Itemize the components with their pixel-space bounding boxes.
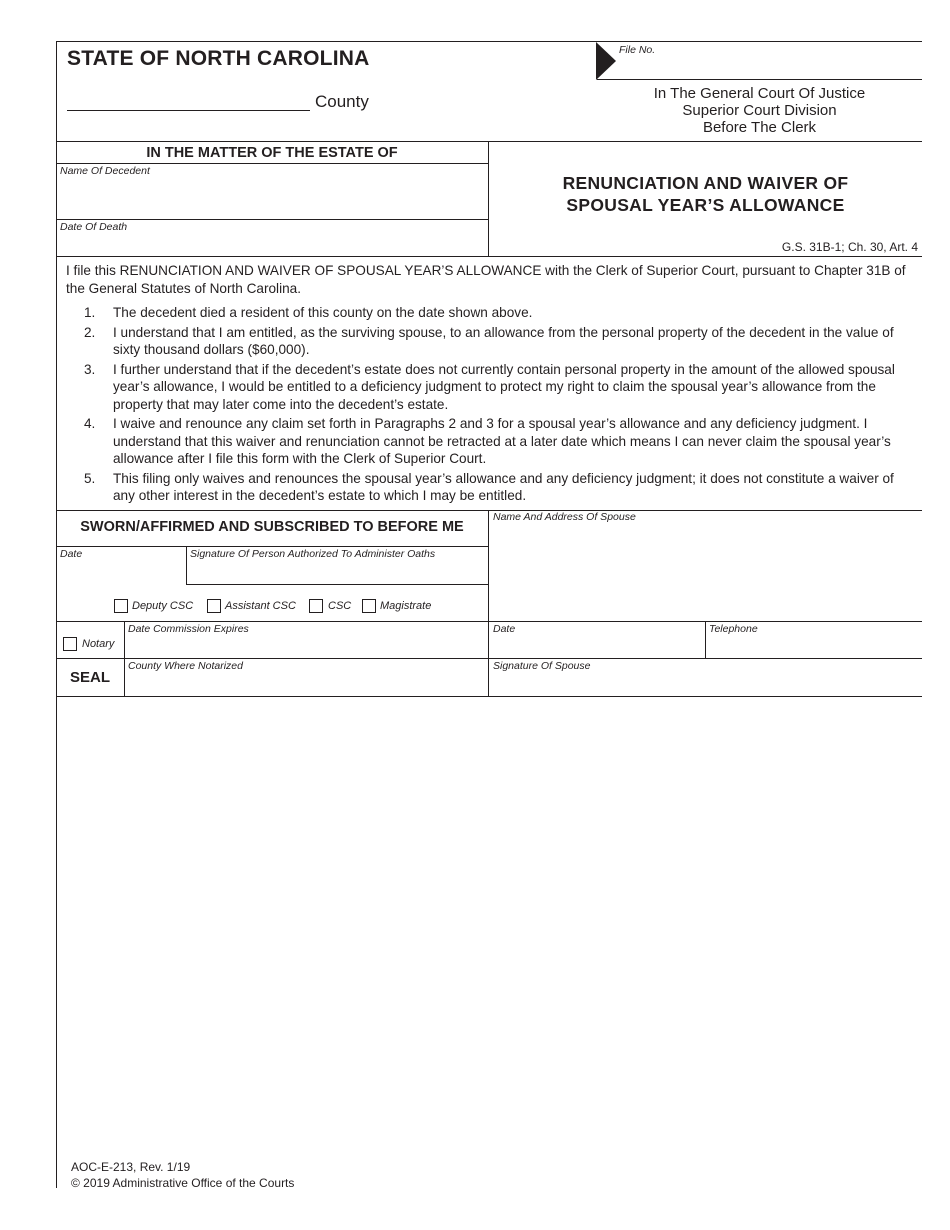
header-bottom-line <box>56 141 922 142</box>
notary-checkbox[interactable] <box>63 637 77 651</box>
list-item-number: 4. <box>84 416 96 431</box>
oath-signature-line <box>186 584 488 585</box>
spouse-date-label: Date <box>493 623 516 635</box>
list-item <box>84 415 916 468</box>
form-title <box>489 172 922 216</box>
spouse-telephone-field[interactable] <box>706 637 921 658</box>
signature-section-divider <box>488 510 489 696</box>
spouse-signature-field[interactable] <box>490 674 920 695</box>
state-title: STATE OF NORTH CAROLINA <box>67 47 370 70</box>
county-notarized-label: County Where Notarized <box>128 660 243 672</box>
magistrate-checkbox[interactable] <box>362 599 376 613</box>
seal-label: SEAL <box>69 669 110 686</box>
oath-signature-field[interactable] <box>187 562 487 584</box>
oath-signature-label: Signature Of Person Authorized To Administer Oaths <box>190 548 436 560</box>
list-item-text: I waive and renounce any claim set forth in Paragraphs 2 and 3 for a spousal year’s allowance and any deficiency judgment. I understand that this waiver and renunciation cannot be retracted at a later date which means I can never claim the spousal year’s allowance after I file this form with the Clerk of Superior Court. <box>113 416 891 466</box>
csc-label: CSC <box>328 600 352 612</box>
signature-section-top-line <box>56 510 922 511</box>
list-item-number: 1. <box>84 305 96 320</box>
intro-paragraph: I file this RENUNCIATION AND WAIVER OF SPOUSAL YEAR’S ALLOWANCE with the Clerk of Superior Court, pursuant to Chapter 31B of the General Statutes of North Carolina. <box>66 263 906 296</box>
date-of-death-label: Date Of Death <box>60 221 128 233</box>
list-item-number: 2. <box>84 324 96 340</box>
deputy-csc-checkbox[interactable] <box>114 599 128 613</box>
magistrate-label: Magistrate <box>380 600 432 612</box>
spouse-name-address-label: Name And Address Of Spouse <box>493 511 636 523</box>
list-item <box>84 470 916 505</box>
spouse-date-field[interactable] <box>490 637 704 658</box>
assistant-csc-label: Assistant CSC <box>225 600 296 612</box>
statement-list <box>84 304 916 507</box>
notary-label: Notary <box>82 638 115 650</box>
copyright: © 2019 Administrative Office of the Courts <box>71 1176 295 1190</box>
decedent-line <box>56 219 488 220</box>
court-line-1: In The General Court Of Justice <box>653 85 866 102</box>
date-of-death-field[interactable] <box>57 236 487 254</box>
estate-bottom-line <box>56 256 922 257</box>
commission-expires-label: Date Commission Expires <box>128 623 249 635</box>
form-title-line-1: RENUNCIATION AND WAIVER OF <box>562 173 849 193</box>
statute-reference: G.S. 31B-1; Ch. 30, Art. 4 <box>781 240 918 254</box>
checkbox-row-line <box>56 621 922 622</box>
list-item-text: The decedent died a resident of this county on the date shown above. <box>113 305 533 320</box>
file-no-label: File No. <box>619 44 656 56</box>
court-line-3: Before The Clerk <box>702 119 817 136</box>
list-item-text: I further understand that if the decedent’s estate does not currently contain personal property in the amount of the allowed spousal year’s allowance, I would be entitled to a deficiency judgment to protect my right to claim the spousal year’s allowance from the property that may later come into the decedent’s estate. <box>113 361 895 412</box>
frame-top-right-line <box>597 41 922 42</box>
frame-top-left-line <box>56 41 597 42</box>
sworn-date-label: Date <box>60 548 83 560</box>
list-item <box>84 304 916 322</box>
deputy-csc-label: Deputy CSC <box>132 600 194 612</box>
county-label: County <box>315 92 369 111</box>
list-item-number: 5. <box>84 470 96 486</box>
estate-heading: IN THE MATTER OF THE ESTATE OF <box>146 145 398 161</box>
spouse-telephone-label: Telephone <box>709 623 758 635</box>
sworn-date-field[interactable] <box>57 562 185 584</box>
name-of-decedent-field[interactable] <box>57 180 487 218</box>
assistant-csc-checkbox[interactable] <box>207 599 221 613</box>
list-item-text: This filing only waives and renounces the spousal year’s allowance and any deficiency judgment; it does not constitute a waiver of any other interest in the decedent’s estate to which I may be entitled. <box>113 470 894 503</box>
spouse-name-address-field[interactable] <box>490 526 920 620</box>
list-item-text: I understand that I am entitled, as the surviving spouse, to an allowance from the personal property of the decedent in the value of sixty thousand dollars ($60,000). <box>113 324 894 357</box>
file-no-arrow-icon <box>596 42 616 80</box>
court-line-2: Superior Court Division <box>682 102 837 119</box>
csc-checkbox[interactable] <box>309 599 323 613</box>
estate-heading-line <box>56 163 488 164</box>
list-item-number: 3. <box>84 361 96 377</box>
commission-expires-field[interactable] <box>125 637 487 658</box>
list-item <box>84 324 916 359</box>
form-title-line-2: SPOUSAL YEAR’S ALLOWANCE <box>566 195 845 215</box>
commission-line <box>56 658 922 659</box>
file-no-input-line[interactable] <box>597 79 922 80</box>
county-input-line[interactable] <box>67 110 310 111</box>
county-notarized-field[interactable] <box>125 674 487 695</box>
sworn-heading-line <box>56 546 488 547</box>
court-info <box>597 85 922 136</box>
sworn-heading: SWORN/AFFIRMED AND SUBSCRIBED TO BEFORE ME <box>80 519 464 535</box>
list-item <box>84 361 916 414</box>
form-id: AOC-E-213, Rev. 1/19 <box>71 1160 191 1174</box>
signature-section-bottom-line <box>56 696 922 697</box>
name-of-decedent-label: Name Of Decedent <box>60 165 150 177</box>
spouse-signature-label: Signature Of Spouse <box>493 660 591 672</box>
